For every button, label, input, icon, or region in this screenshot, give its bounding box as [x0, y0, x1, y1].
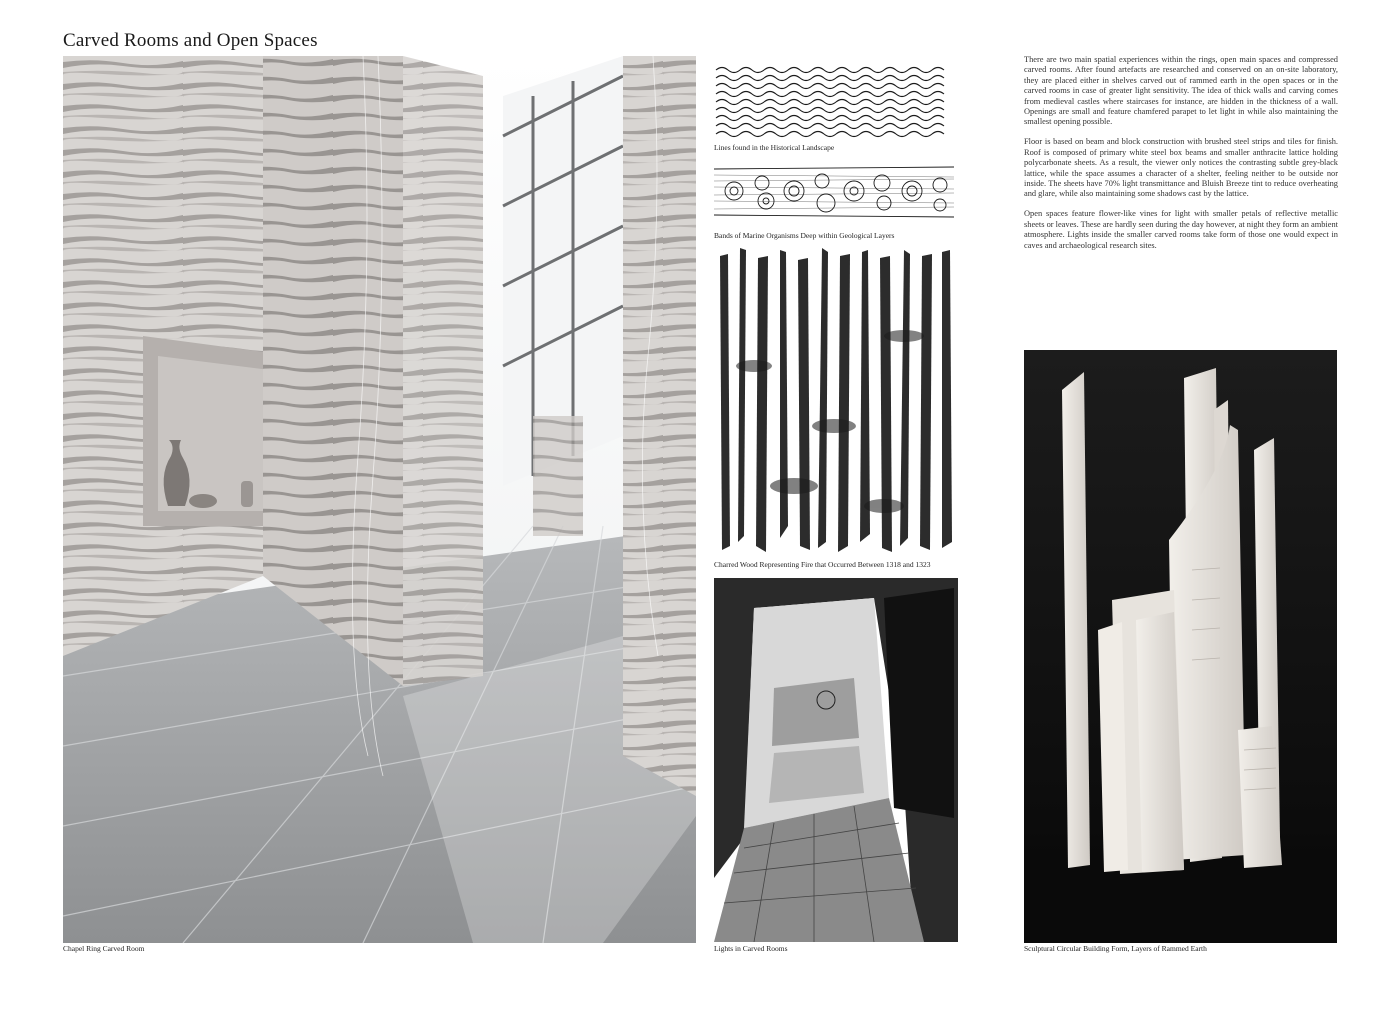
body-paragraph-1: There are two main spatial experiences within the rings, open main spaces and compressed carved rooms. After found artefacts are researched and conserved on an on-site laboratory, they are placed either in shelves carved out of rammed earth in the open spaces or in the carved rooms in case of greater light sensitivity. The idea of thick walls and carving comes from medieval castles where staircases for instance, are hidden in the thickness of a wall. Openings are small and feature chamfered parapet to let light in while also maintaining the smallest opening possible.	[1024, 55, 1338, 127]
model-photo-image	[1024, 350, 1337, 943]
page-title: Carved Rooms and Open Spaces	[63, 30, 318, 51]
lights-sketch-image	[714, 578, 958, 942]
lines-sketch-image	[714, 64, 954, 140]
marine-sketch-caption: Bands of Marine Organisms Deep within Geological Layers	[714, 231, 895, 240]
charred-sketch-caption: Charred Wood Representing Fire that Occurred Between 1318 and 1323	[714, 560, 931, 569]
body-paragraph-2: Floor is based on beam and block construction with brushed steel strips and tiles for finish. Roof is composed of primary white steel box beams and smaller anthracite lattice holding polycarbonate sheets. As a result, the viewer only notices the contrasting subtle grey-black lattice, while the space assumes a character of a shelter, feeling neither to be outside nor inside. The sheets have 70% light transmittance and Bluish Breeze tint to reduce overheating and glare, while also maintaining some shadows cast by the lattice.	[1024, 137, 1338, 199]
charred-sketch-image	[714, 246, 954, 554]
body-paragraph-3: Open spaces feature flower-like vines for light with smaller petals of reflective metallic sheets or leaves. These are hardly seen during the day however, at night they form an ambient atmosphere. Lights inside the smaller carved rooms take form of those one would expect in caves and archaeological research sites.	[1024, 209, 1338, 250]
lights-sketch-caption: Lights in Carved Rooms	[714, 944, 788, 953]
lines-sketch-caption: Lines found in the Historical Landscape	[714, 143, 835, 152]
main-render-image	[63, 56, 696, 943]
body-text	[1024, 55, 1338, 260]
model-photo-caption: Sculptural Circular Building Form, Layers of Rammed Earth	[1024, 944, 1207, 953]
marine-sketch-image	[714, 163, 954, 221]
main-render-caption: Chapel Ring Carved Room	[63, 944, 145, 953]
